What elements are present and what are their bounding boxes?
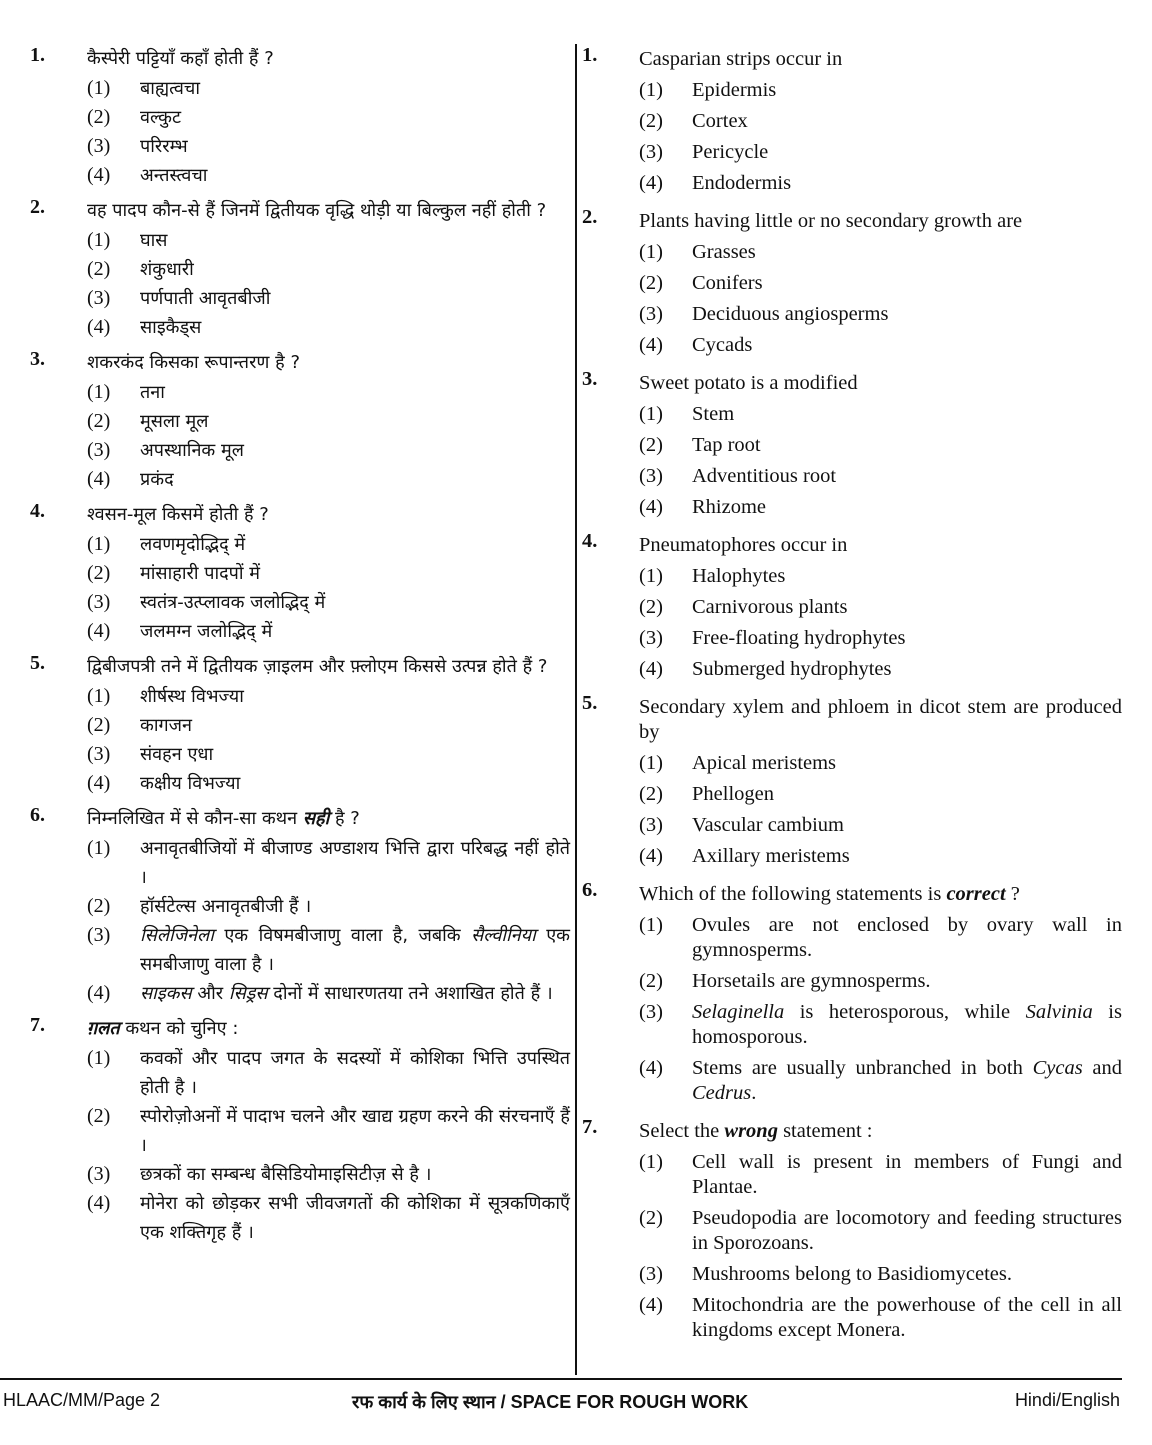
option-text: Phellogen [692,783,774,805]
question-number: 7. [582,1116,598,1138]
english-column [582,44,1122,1346]
option-text [692,1000,1122,1050]
option-text: शंकुधारी [140,259,194,280]
option-number: (4) [639,1294,663,1316]
question-stem: वह पादप कौन-से हैं जिनमें द्वितीयक वृद्धि थोड़ी या बिल्कुल नहीं होती ? [87,200,547,221]
question-stem: शकरकंद किसका रूपान्तरण है ? [87,352,300,373]
option-text: कवकों और पादप जगत के सदस्यों में कोशिका भित्ति उपस्थित होती है । [140,1048,570,1098]
question-2-english [582,206,1122,361]
option [87,740,570,769]
question-1-hindi [30,44,570,190]
option-number: (2) [87,562,111,584]
option-text: Mushrooms belong to Basidiomycetes. [692,1263,1013,1285]
option-text: अन्तस्त्वचा [140,165,208,186]
option-number: (4) [87,982,111,1004]
option [639,268,1122,299]
option-text: Epidermis [692,79,777,101]
question-number: 6. [582,879,598,901]
option [639,1290,1122,1346]
option [87,682,570,711]
option-number: (4) [87,316,111,338]
option-number: (3) [639,1263,663,1285]
option-text: Horsetails are gymnosperms. [692,970,931,992]
option-number: (1) [639,914,663,936]
option-number: (4) [639,496,663,518]
question-6-english [582,879,1122,1109]
option [639,561,1122,592]
option-text [692,1056,1122,1106]
option-text: Axillary meristems [692,845,850,867]
option-text: बाह्यत्वचा [140,78,200,99]
option-number: (1) [87,381,111,403]
question-5-hindi [30,652,570,798]
option [639,654,1122,685]
option-number: (2) [639,783,663,805]
option-number: (2) [87,258,111,280]
option-number: (4) [87,620,111,642]
option-number: (3) [87,743,111,765]
option-text: अपस्थानिक मूल [140,440,244,461]
question-stem: श्वसन-मूल किसमें होती हैं ? [87,504,269,525]
option [639,966,1122,997]
option [639,748,1122,779]
option-text: Halophytes [692,565,786,587]
option-number: (1) [87,837,111,859]
stem-text: Select the [639,1120,725,1142]
option-text: साइकैड्स [140,317,202,338]
option-number: (2) [87,410,111,432]
stem-emphasis: wrong [724,1120,778,1142]
option-text: Rhizome [692,496,767,518]
option-text-part: is heterosporous, while [784,1001,1026,1023]
option [87,559,570,588]
option [639,910,1122,966]
option-text: हॉर्सटेल्स अनावृतबीजी हैं । [140,896,312,917]
option-number: (3) [639,303,663,325]
option [87,1160,570,1189]
option-text: Apical meristems [692,752,837,774]
question-stem: Plants having little or no secondary growth are [639,210,1023,232]
option-text: तना [140,382,165,403]
option [87,465,570,494]
option-text: Cortex [692,110,748,132]
option-number: (1) [87,229,111,251]
taxon-name: Cedrus [692,1082,752,1104]
option [87,921,570,979]
option-text: मोनेरा को छोड़कर सभी जीवजगतों की कोशिका में सूत्रकणिकाएँ एक शक्तिगृह हैं । [140,1193,570,1243]
option-number: (4) [87,772,111,794]
option-number: (4) [639,1057,663,1079]
option [639,779,1122,810]
stem-emphasis: correct [946,883,1006,905]
option [87,1044,570,1102]
question-number: 1. [582,44,598,66]
option-number: (1) [87,77,111,99]
option [639,997,1122,1053]
option-number: (2) [639,110,663,132]
option-number: (1) [639,241,663,263]
option-number: (3) [639,627,663,649]
option-number: (1) [639,1151,663,1173]
option [639,430,1122,461]
option-text-part: . [751,1082,757,1104]
question-3-hindi [30,348,570,494]
option-number: (2) [639,596,663,618]
option [639,168,1122,199]
option-text: स्वतंत्र-उत्प्लावक जलोद्भिद् में [140,592,326,613]
option [639,106,1122,137]
question-7-hindi [30,1014,570,1247]
option-text-part: is homosporous. [692,1001,1122,1048]
taxon-name: Cycas [1032,1057,1083,1079]
option-text: Grasses [692,241,756,263]
option [87,834,570,892]
question-number: 6. [30,804,45,826]
option-number: (1) [87,1047,111,1069]
option-text: जलमग्न जलोद्भिद् में [140,621,273,642]
option-text: स्पोरोज़ोअनों में पादाभ चलने और खाद्य ग्रहण करने की संरचनाएँ हैं । [140,1106,570,1156]
taxon-name: Salvinia [1025,1001,1093,1023]
option-text: Tap root [692,434,761,456]
option [87,313,570,342]
option-text-part: एक विषमबीजाणु वाला है, जबकि [213,925,472,946]
question-stem: Secondary xylem and phloem in dicot stem are produced by [639,696,1122,743]
option [87,103,570,132]
option [639,1147,1122,1203]
stem-text: है ? [329,808,360,829]
option-number: (3) [639,141,663,163]
page-code: HLAAC/MM/Page 2 [3,1390,161,1410]
option [87,1189,570,1247]
option-text-part: and [1082,1057,1122,1079]
stem-text: statement : [777,1120,873,1142]
option-number: (4) [639,845,663,867]
option [87,226,570,255]
option-number: (4) [87,468,111,490]
option-number: (4) [639,334,663,356]
option-text: Conifers [692,272,763,294]
option-text: Cell wall is present in members of Fungi and Plantae. [692,1151,1122,1198]
option [87,1102,570,1160]
option-number: (4) [639,172,663,194]
option-text: पर्णपाती आवृतबीजी [140,288,271,309]
option [87,284,570,313]
option-number: (4) [87,1192,111,1214]
stem-text: कथन को चुनिए : [119,1018,239,1039]
question-3-english [582,368,1122,523]
option-text: Pseudopodia are locomotory and feeding structures in Sporozoans. [692,1207,1122,1254]
option [639,1203,1122,1259]
option-number: (3) [87,287,111,309]
option-number: (1) [639,565,663,587]
option-text-part: एक समबीजाणु वाला है । [140,925,570,975]
option-text: अनावृतबीजियों में बीजाण्ड अण्डाशय भित्ति द्वारा परिबद्ध नहीं होते । [140,838,570,888]
question-number: 4. [30,500,45,522]
option [639,137,1122,168]
option-text: मांसाहारी पादपों में [140,563,261,584]
question-4-hindi [30,500,570,646]
hindi-column [30,44,570,1247]
option [639,1053,1122,1109]
taxon-name: सिड्रस [228,983,268,1004]
option-number: (3) [87,439,111,461]
question-2-hindi [30,196,570,342]
option-number: (1) [639,403,663,425]
question-number: 3. [30,348,45,370]
rough-work-label: रफ कार्य के लिए स्थान / SPACE FOR ROUGH WORK [352,1392,749,1412]
option-text: Ovules are not enclosed by ovary wall in gymnosperms. [692,914,1122,961]
option-text: कक्षीय विभज्या [140,773,241,794]
question-number: 1. [30,44,45,66]
footer-rule [0,1378,1122,1380]
question-6-hindi [30,804,570,1008]
option-text: छत्रकों का सम्बन्ध बैसिडियोमाइसिटीज़ से है । [140,1164,432,1185]
option-number: (2) [639,434,663,456]
option [87,530,570,559]
question-number: 7. [30,1014,45,1036]
option-text: परिरम्भ [140,136,188,157]
option [87,711,570,740]
question-number: 3. [582,368,598,390]
option [87,588,570,617]
option-number: (2) [639,970,663,992]
question-stem [87,804,570,834]
option [87,979,570,1008]
option-text: शीर्षस्थ विभज्या [140,686,244,707]
question-4-english [582,530,1122,685]
question-number: 5. [30,652,45,674]
option-text: Pericycle [692,141,769,163]
option-number: (4) [639,658,663,680]
option-number: (2) [87,714,111,736]
option [87,407,570,436]
option-text: Endodermis [692,172,792,194]
option [639,841,1122,872]
option-number: (1) [639,752,663,774]
question-stem [87,1014,570,1044]
option-text: लवणमृदोद्भिद् में [140,534,246,555]
option [639,1259,1122,1290]
option-text: Submerged hydrophytes [692,658,892,680]
option-number: (2) [639,1207,663,1229]
option-number: (3) [639,465,663,487]
option-text-part: दोनों में साधारणतया तने अशाखित होते हैं । [267,983,553,1004]
option-number: (2) [87,106,111,128]
option-text: घास [140,230,168,251]
taxon-name: Selaginella [692,1001,785,1023]
option-text: संवहन एधा [140,744,214,765]
question-stem: Pneumatophores occur in [639,534,848,556]
option-number: (2) [87,895,111,917]
question-stem: द्विबीजपत्री तने में द्वितीयक ज़ाइलम और फ़्लोएम किससे उत्पन्न होते हैं ? [87,656,548,677]
option [87,892,570,921]
question-number: 2. [30,196,45,218]
question-stem [639,879,1122,910]
option [639,623,1122,654]
question-stem: Sweet potato is a modified [639,372,858,394]
option-number: (3) [639,1001,663,1023]
taxon-name: सिलेजिनेला [140,925,214,946]
option [639,399,1122,430]
option [639,299,1122,330]
option [87,378,570,407]
question-number: 2. [582,206,598,228]
option-number: (3) [639,814,663,836]
option [87,255,570,284]
option-text [140,979,570,1008]
option-text: मूसला मूल [140,411,209,432]
option [87,74,570,103]
option-text: Mitochondria are the powerhouse of the cell in all kingdoms except Monera. [692,1294,1122,1341]
question-1-english [582,44,1122,199]
option-number: (3) [87,591,111,613]
option [639,492,1122,523]
option-text: वल्कुट [140,107,182,128]
option-text-part: और [191,983,229,1004]
option-text: कागजन [140,715,192,736]
option [87,617,570,646]
option [639,75,1122,106]
option-number: (3) [87,135,111,157]
option-number: (1) [87,533,111,555]
option-text: प्रकंद [140,469,174,490]
option-number: (1) [87,685,111,707]
option-number: (2) [87,1105,111,1127]
option-number: (3) [87,1163,111,1185]
question-number: 4. [582,530,598,552]
option-text [140,921,570,979]
option-number: (2) [639,272,663,294]
option [87,161,570,190]
taxon-name: साइकस [140,983,192,1004]
option [87,436,570,465]
option-number: (4) [87,164,111,186]
stem-text: Which of the following statements is [639,883,947,905]
option [87,132,570,161]
option [639,592,1122,623]
taxon-name: सैल्वीनिया [471,925,536,946]
option [639,237,1122,268]
question-7-english [582,1116,1122,1346]
option [639,810,1122,841]
question-stem: Casparian strips occur in [639,48,843,70]
option-number: (3) [87,924,111,946]
option-text: Vascular cambium [692,814,844,836]
column-divider [575,44,577,1375]
option-text: Free-floating hydrophytes [692,627,906,649]
option-text: Stem [692,403,735,425]
option-number: (1) [639,79,663,101]
option-text: Deciduous angiosperms [692,303,889,325]
question-5-english [582,692,1122,872]
stem-text: ? [1005,883,1020,905]
option [639,330,1122,361]
option-text: Cycads [692,334,753,356]
stem-text: निम्नलिखित में से कौन-सा कथन [87,808,303,829]
question-stem: कैस्पेरी पट्टियाँ कहाँ होती हैं ? [87,48,274,69]
option-text: Carnivorous plants [692,596,848,618]
option [87,769,570,798]
question-number: 5. [582,692,598,714]
option-text: Adventitious root [692,465,837,487]
option [639,461,1122,492]
stem-emphasis: ग़लत [87,1018,120,1039]
stem-emphasis: सही [302,808,330,829]
option-text-part: Stems are usually unbranched in both [692,1057,1033,1079]
language-label: Hindi/English [1014,1390,1120,1410]
question-stem [639,1116,1122,1147]
